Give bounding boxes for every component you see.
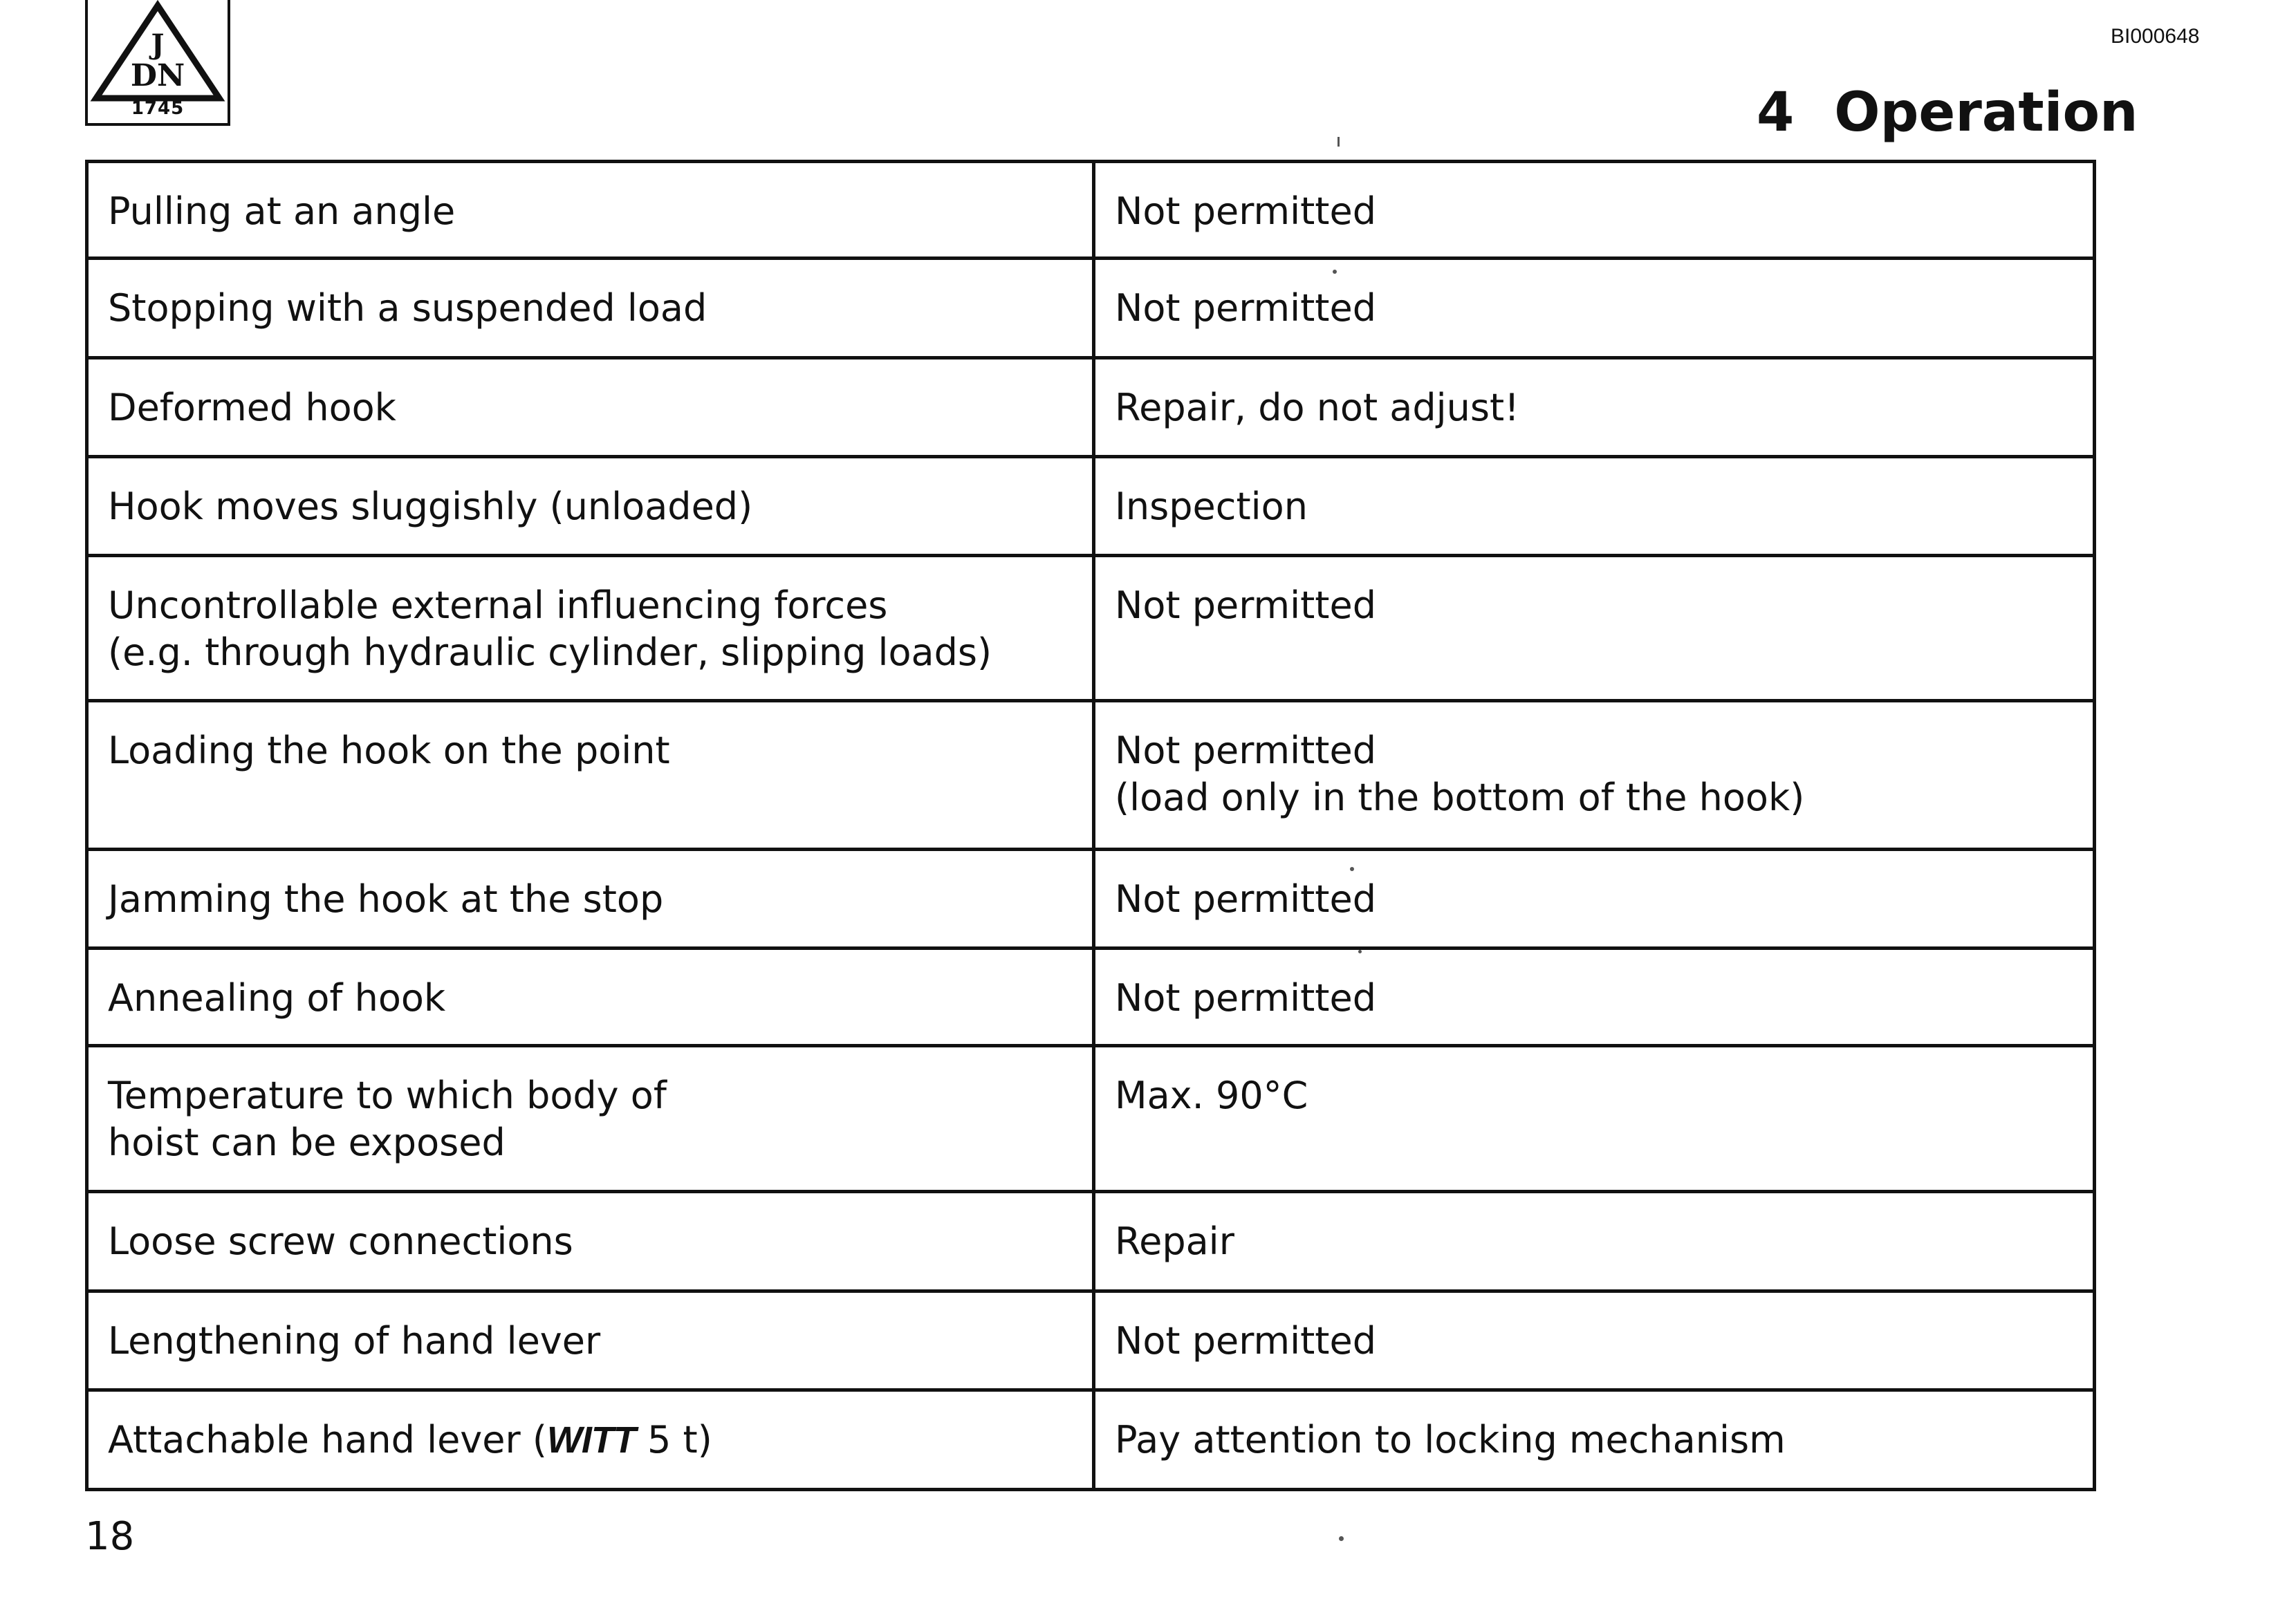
scan-speck — [1333, 270, 1337, 274]
condition-cell: Jamming the hook at the stop — [87, 850, 1094, 949]
condition-cell: Uncontrollable external influencing forces (e.g. through hydraulic cylinder, slipping loads) — [87, 556, 1094, 701]
condition-cell: Loading the hook on the point — [87, 701, 1094, 850]
action-cell: Not permitted — [1094, 259, 2095, 358]
action-cell: Not permitted — [1094, 162, 2095, 259]
condition-cell: Hook moves sluggishly (unloaded) — [87, 457, 1094, 556]
action-cell: Not permitted — [1094, 556, 2095, 701]
condition-cell: Stopping with a suspended load — [87, 259, 1094, 358]
table-row — [87, 1192, 2095, 1291]
scan-speck — [1337, 137, 1340, 147]
scan-speck — [1339, 1536, 1344, 1541]
condition-text-suffix: 5 t) — [635, 1418, 712, 1462]
table-row — [87, 949, 2095, 1046]
action-cell: Not permitted — [1094, 949, 2095, 1046]
action-cell: Max. 90°C — [1094, 1046, 2095, 1192]
section-number: 4 — [1757, 82, 1795, 144]
condition-cell — [87, 1390, 1094, 1490]
table-row — [87, 850, 2095, 949]
section-heading — [1757, 82, 2138, 144]
table-row — [87, 259, 2095, 358]
condition-text: Attachable hand lever ( — [108, 1418, 547, 1462]
action-cell: Pay attention to locking mechanism — [1094, 1390, 2095, 1490]
table-row — [87, 162, 2095, 259]
table-row — [87, 1291, 2095, 1390]
table-row — [87, 1390, 2095, 1490]
table-row — [87, 1046, 2095, 1192]
table-row — [87, 457, 2095, 556]
document-id: BI000648 — [2111, 25, 2200, 48]
table-row — [87, 701, 2095, 850]
operation-table — [85, 160, 2096, 1491]
condition-cell: Temperature to which body of hoist can be exposed — [87, 1046, 1094, 1192]
action-cell: Not permitted — [1094, 1291, 2095, 1390]
action-cell: Inspection — [1094, 457, 2095, 556]
logo-letters-dn: DN — [130, 58, 185, 93]
section-title: Operation — [1834, 82, 2138, 144]
scan-speck — [1358, 950, 1362, 953]
logo-year: 1745 — [131, 98, 185, 119]
company-logo — [85, 0, 230, 126]
condition-cell: Annealing of hook — [87, 949, 1094, 1046]
condition-cell: Loose screw connections — [87, 1192, 1094, 1291]
logo-letter-j: J — [151, 28, 165, 61]
condition-cell: Lengthening of hand lever — [87, 1291, 1094, 1390]
table-row — [87, 358, 2095, 457]
action-cell: Not permitted — [1094, 850, 2095, 949]
witt-brand-mark: WITT — [546, 1419, 636, 1461]
action-cell: Repair — [1094, 1192, 2095, 1291]
condition-cell: Pulling at an angle — [87, 162, 1094, 259]
action-cell: Repair, do not adjust! — [1094, 358, 2095, 457]
condition-cell: Deformed hook — [87, 358, 1094, 457]
action-cell: Not permitted (load only in the bottom of the hook) — [1094, 701, 2095, 850]
page-number: 18 — [85, 1514, 135, 1559]
table-row — [87, 556, 2095, 701]
scan-speck — [1350, 867, 1354, 871]
warning-triangle-logo-icon — [88, 0, 228, 104]
